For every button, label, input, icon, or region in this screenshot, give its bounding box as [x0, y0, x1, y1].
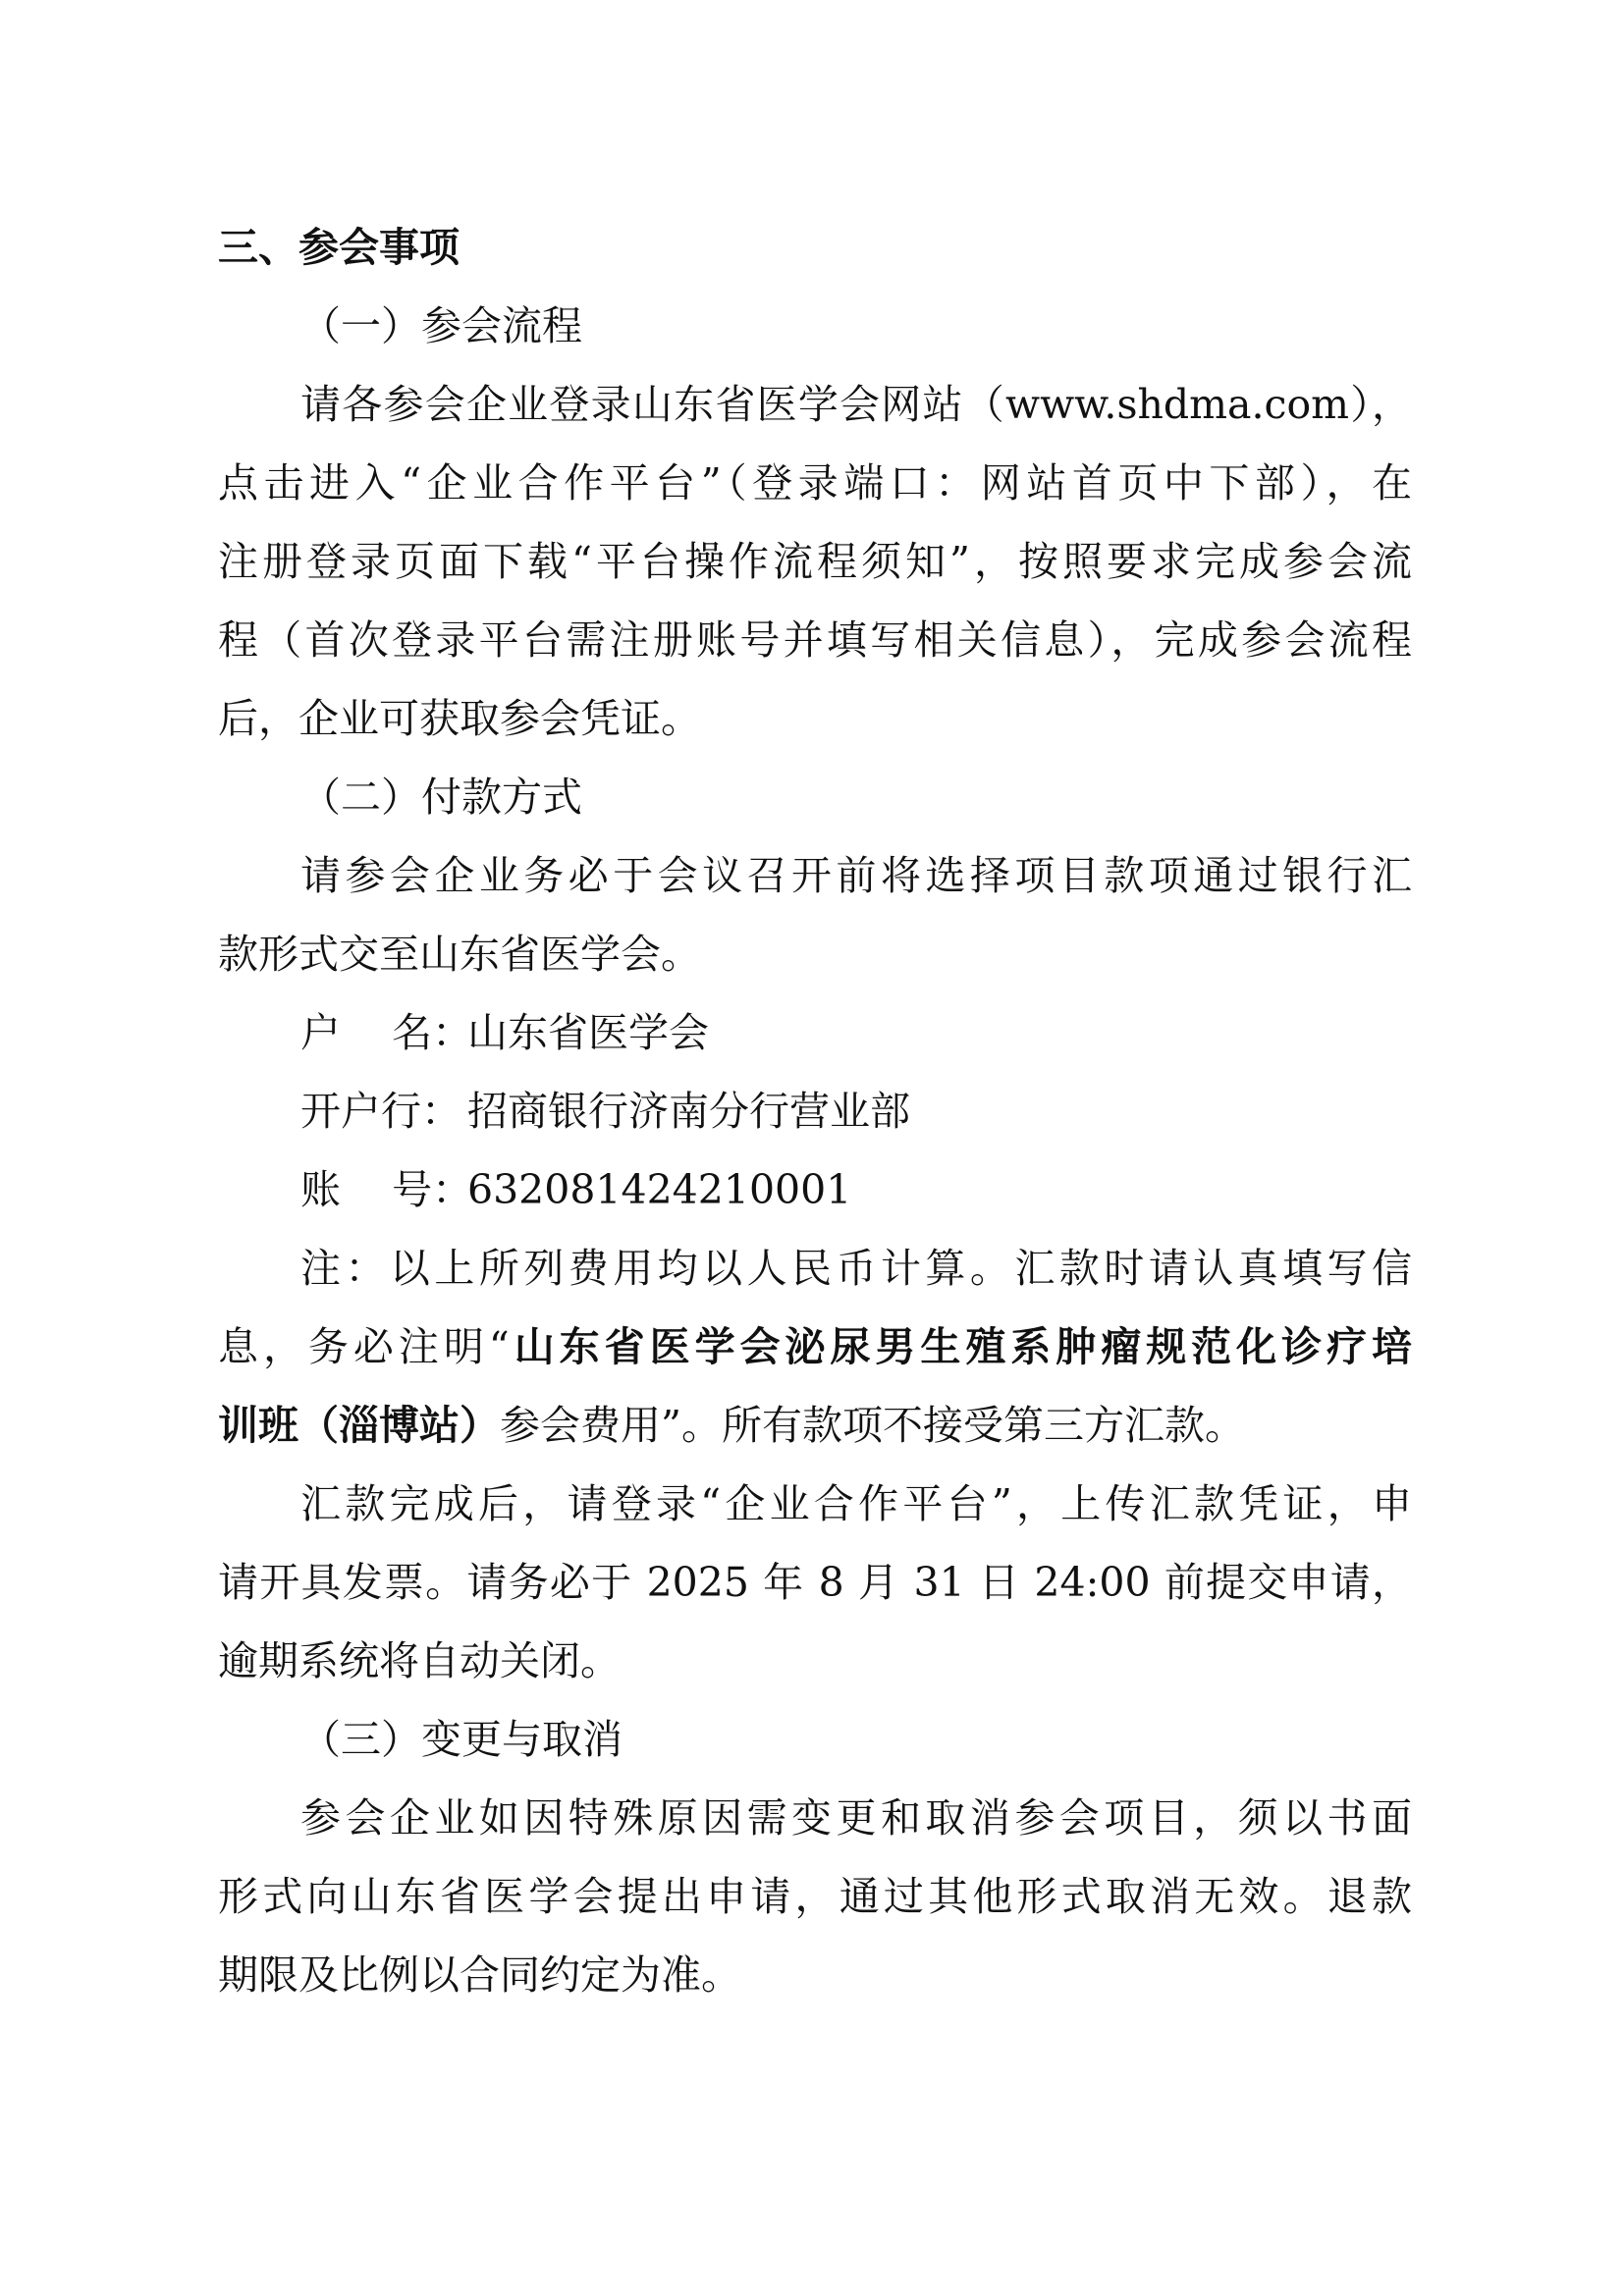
paragraph-line: 请各参会企业登录山东省医学会网站（www.shdma.com），	[300, 381, 1412, 428]
paragraph-line: 汇款完成后，请登录“企业合作平台”，上传汇款凭证，申	[300, 1480, 1412, 1527]
bank-label: 开户行：	[300, 1088, 461, 1135]
account-name-row	[300, 1005, 1624, 1060]
account-name-label: 户 名：	[300, 1009, 473, 1056]
paragraph-line: 请开具发票。请务必于 2025 年 8 月 31 日 24:00 前提交申请，	[218, 1559, 1412, 1606]
section-heading: 三、参会事项	[218, 224, 460, 271]
note-line	[218, 1319, 1412, 1374]
account-number-label: 账 号：	[300, 1166, 473, 1213]
paragraph-line: 程（首次登录平台需注册账号并填写相关信息），完成参会流程	[218, 616, 1412, 664]
sub-heading-process: （一）参会流程	[300, 302, 582, 349]
note-line: 注：以上所列费用均以人民币计算。汇款时请认真填写信	[300, 1245, 1412, 1292]
note-line	[218, 1398, 1624, 1453]
note-text: 息，务必注明“	[218, 1323, 510, 1370]
sub-heading-change: （三）变更与取消	[300, 1716, 623, 1763]
bank-value: 招商银行济南分行营业部	[467, 1088, 910, 1135]
note-emphasis: 山东省医学会泌尿男生殖系肿瘤规范化诊疗培	[509, 1323, 1413, 1370]
paragraph-line: 后，企业可获取参会凭证。	[218, 695, 701, 742]
paragraph-line: 请参会企业务必于会议召开前将选择项目款项通过银行汇	[300, 852, 1412, 899]
paragraph-line: 逾期系统将自动关闭。	[218, 1637, 621, 1684]
sub-heading-payment: （二）付款方式	[300, 774, 582, 821]
paragraph-line: 点击进入“企业合作平台”（登录端口：网站首页中下部），在	[218, 459, 1412, 507]
note-emphasis: 训班（淄博站）	[218, 1402, 500, 1449]
account-name-value: 山东省医学会	[467, 1009, 709, 1056]
note-text: 参会费用”。所有款项不接受第三方汇款。	[500, 1402, 1245, 1449]
paragraph-line: 形式向山东省医学会提出申请，通过其他形式取消无效。退款	[218, 1873, 1412, 1920]
paragraph-line: 期限及比例以合同约定为准。	[218, 1951, 741, 1999]
account-number-row	[300, 1162, 1624, 1217]
bank-row	[300, 1084, 1624, 1139]
account-number-value: 632081424210001	[467, 1166, 852, 1213]
paragraph-line: 参会企业如因特殊原因需变更和取消参会项目，须以书面	[300, 1794, 1412, 1842]
paragraph-line: 注册登录页面下载“平台操作流程须知”，按照要求完成参会流	[218, 538, 1412, 585]
paragraph-line: 款形式交至山东省医学会。	[218, 931, 701, 978]
